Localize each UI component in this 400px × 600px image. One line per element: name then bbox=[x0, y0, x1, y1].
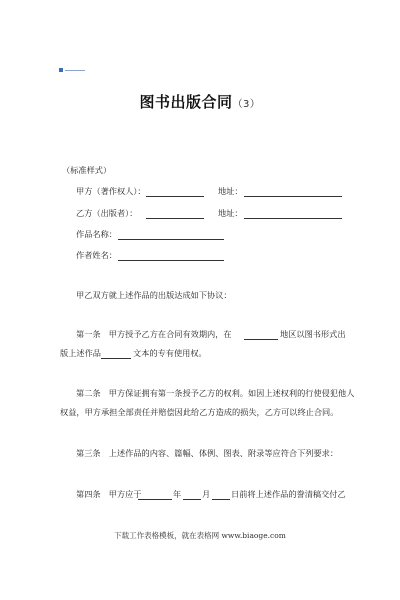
article4-month-label: 月 bbox=[202, 489, 211, 499]
article1-region-blank[interactable] bbox=[244, 330, 278, 340]
logo-line bbox=[65, 70, 85, 71]
author-name-blank[interactable] bbox=[118, 251, 224, 261]
logo-icon bbox=[59, 67, 91, 73]
article1-part-b: 地区以图书形式出 bbox=[280, 329, 346, 339]
party-a-row bbox=[76, 185, 146, 197]
work-name-label: 作品名称： bbox=[76, 229, 117, 239]
title-suffix: （3） bbox=[232, 99, 261, 110]
article1-line2-b: 文本的专有使用权。 bbox=[133, 348, 207, 358]
footer-text: 下载工作表格模板，就在表格网 www.biaoge.com bbox=[114, 531, 286, 540]
article3-line1: 第三条 上述作品的内容、篇幅、体例、图表、附录等应符合下列要求： bbox=[76, 448, 339, 458]
party-b-address-blank[interactable] bbox=[244, 209, 342, 219]
party-a-address-label: 地址： bbox=[218, 186, 243, 196]
article1-line2-a: 版上述作品 bbox=[60, 348, 101, 358]
intro-paragraph: 甲乙双方就上述作品的出版达成如下协议： bbox=[76, 290, 232, 300]
party-a-blank[interactable] bbox=[146, 187, 204, 197]
party-b-address-label: 地址： bbox=[218, 208, 243, 218]
article4-year-label: 年 bbox=[173, 489, 182, 499]
work-name-blank[interactable] bbox=[118, 230, 224, 240]
party-b-label: 乙方（出版者）： bbox=[76, 208, 138, 218]
article4-day-blank[interactable] bbox=[212, 490, 230, 500]
article2-line1: 第二条 甲方保证拥有第一条授予乙方的权利。如因上述权利的行使侵犯他人 bbox=[76, 388, 355, 398]
article2-line2: 权益，甲方承担全部责任并赔偿因此给乙方造成的损失，乙方可以终止合同。 bbox=[60, 407, 339, 417]
style-note: （标准样式） bbox=[62, 165, 112, 175]
article4-year-blank[interactable] bbox=[138, 490, 172, 500]
party-b-blank[interactable] bbox=[146, 209, 204, 219]
article4-month-blank[interactable] bbox=[183, 490, 201, 500]
author-name-label: 作者姓名： bbox=[76, 250, 117, 260]
party-a-address-blank[interactable] bbox=[244, 187, 342, 197]
document-title bbox=[0, 91, 400, 112]
party-a-label: 甲方（著作权人）： bbox=[76, 186, 146, 196]
logo-dot bbox=[59, 68, 63, 72]
article4-part-b: 日前将上述作品的誊清稿交付乙 bbox=[231, 489, 346, 499]
article1-language-blank[interactable] bbox=[101, 349, 131, 359]
title-text: 图书出版合同 bbox=[139, 93, 233, 111]
article1-part-a: 第一条 甲方授予乙方在合同有效期内，在 bbox=[76, 329, 232, 339]
article4-part-a: 第四条 甲方应于 bbox=[76, 489, 142, 499]
